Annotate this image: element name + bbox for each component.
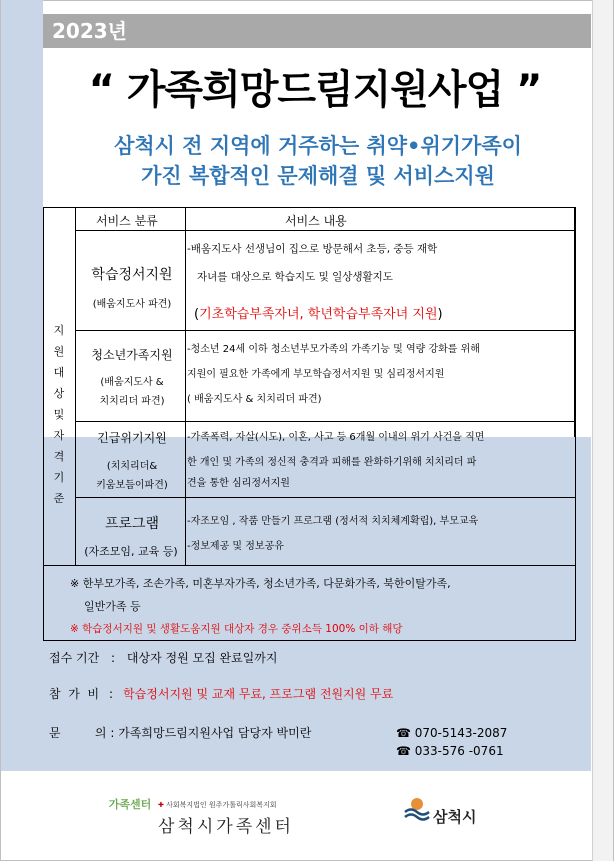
contact-value: : 가족희망드림지원사업 담당자 박미란 xyxy=(110,726,312,740)
table-border-top xyxy=(43,207,575,208)
period-label: 접수 기간 xyxy=(49,651,100,665)
org-small-label: 사회복지법인 원주가톨릭사회복지회 xyxy=(166,801,277,809)
note-line-1: ※ 한부모가족, 조손가족, 미혼부자가족, 청소년가족, 다문화가족, 북한이탈가족, xyxy=(70,577,451,590)
note-line-3: ※ 학습정서지원 및 생활도움지원 대상자 경우 중위소득 100% 이하 해당 xyxy=(70,623,403,635)
row3-desc-1: -가족폭력, 자살(시도), 이혼, 사고 등 6개월 이내의 위기 사건을 직면 xyxy=(187,432,485,443)
row2-desc-2: 지원이 필요한 가족에게 부모학습정서지원 및 심리정서지원 xyxy=(187,369,445,380)
row4-desc-1: -자조모임 , 작품 만들기 프로그램 (정서적 치치체계확립), 부모교육 xyxy=(187,516,479,527)
row-divider-4 xyxy=(43,565,575,566)
row-divider-2 xyxy=(75,421,575,422)
phone-1: ☎ 070-5143-2087 xyxy=(396,726,508,740)
row4-sub: (자조모임, 교육 등) xyxy=(84,545,178,558)
row3-sub-1: (치치리더& xyxy=(106,461,158,472)
fee-value: 학습정서지원 및 교재 무료, 프로그램 전원지원 무료 xyxy=(123,687,394,701)
row1-desc-3-close: ) xyxy=(437,307,443,322)
note-line-2: 일반가족 등 xyxy=(84,600,141,613)
row3-desc-3: 견을 통한 심리정서지원 xyxy=(187,478,290,489)
table-border-left xyxy=(43,207,44,641)
period-line xyxy=(49,649,277,666)
row1-desc-1: -배움지도사 선생님이 집으로 방문해서 초등, 중등 재학 xyxy=(187,243,438,255)
row1-name: 학습정서지원 xyxy=(91,267,173,283)
fee-label: 참 가 비 xyxy=(49,687,100,701)
row3-desc-2: 한 개인 및 가족의 정신적 충격과 피해를 완화하기위해 치치리더 파 xyxy=(187,457,477,468)
col-divider-1 xyxy=(75,207,76,565)
criteria-text: 지원대상및자격기준 xyxy=(53,324,65,505)
row1-desc-3 xyxy=(194,302,580,327)
row1-sub: (배움지도사 파견) xyxy=(92,299,172,310)
header-content: 서비스 내용 xyxy=(285,214,347,228)
subtitle-line-2: 가진 복합적인 문제해결 및 서비스지원 xyxy=(141,164,495,188)
row1-desc-3-red: 기초학습부족자녀, 학년학습부족자녀 지원 xyxy=(199,307,438,322)
header-category: 서비스 분류 xyxy=(96,214,158,228)
col-divider-2 xyxy=(185,207,186,565)
row3-name: 긴급위기지원 xyxy=(97,431,167,445)
footer-logos xyxy=(43,772,592,860)
contact-label: 문 의 xyxy=(49,726,107,740)
period-value: 대상자 정원 모집 완료일까지 xyxy=(126,651,278,665)
row2-sub-2: 치치리더 파견) xyxy=(99,396,165,407)
row4-desc-2: -정보제공 및 정보공유 xyxy=(187,541,284,552)
row2-desc-3: ( 배움지도사 & 치치리더 파견) xyxy=(187,394,322,405)
header-divider xyxy=(75,230,575,231)
city-name: 삼척시 xyxy=(433,808,477,826)
subtitle-line-1: 삼척시 전 지역에 거주하는 취약•위기가족이 xyxy=(114,134,522,158)
org-emblem-icon: ✚ xyxy=(158,801,164,809)
row4-name: 프로그램 xyxy=(104,516,160,532)
row-divider-3 xyxy=(75,497,575,498)
eligibility-notes xyxy=(70,572,570,641)
page-edge xyxy=(592,0,613,861)
main-title: “ 가족희망드림지원사업 ” xyxy=(88,67,542,113)
row3-sub-2: 키움보듬이파견) xyxy=(96,480,168,491)
org-small-text xyxy=(158,800,277,810)
row1-desc-3-open: ( xyxy=(194,307,200,322)
period-sep: : xyxy=(111,651,116,665)
family-center-logo-mark: 가족센터 xyxy=(108,798,152,811)
criteria-side-label xyxy=(49,320,69,509)
row2-desc-1: -청소년 24세 이하 청소년부모가족의 가족기능 및 역량 강화를 위해 xyxy=(187,344,480,355)
row2-sub-1: (배움지도사 & xyxy=(100,377,164,388)
phone-2: ☎ 033-576 -0761 xyxy=(396,744,504,758)
city-logo-icon xyxy=(404,796,430,822)
year-label: 2023년 xyxy=(52,19,127,43)
row-divider-1 xyxy=(75,330,575,331)
row1-desc-2: 자녀를 대상으로 학습지도 및 일상생활지도 xyxy=(197,271,393,283)
row2-name: 청소년가족지원 xyxy=(91,348,173,362)
fee-sep: : xyxy=(109,687,114,701)
fee-line xyxy=(49,685,393,702)
org-name: 삼척시가족센터 xyxy=(158,817,294,837)
contact-line xyxy=(49,724,311,741)
